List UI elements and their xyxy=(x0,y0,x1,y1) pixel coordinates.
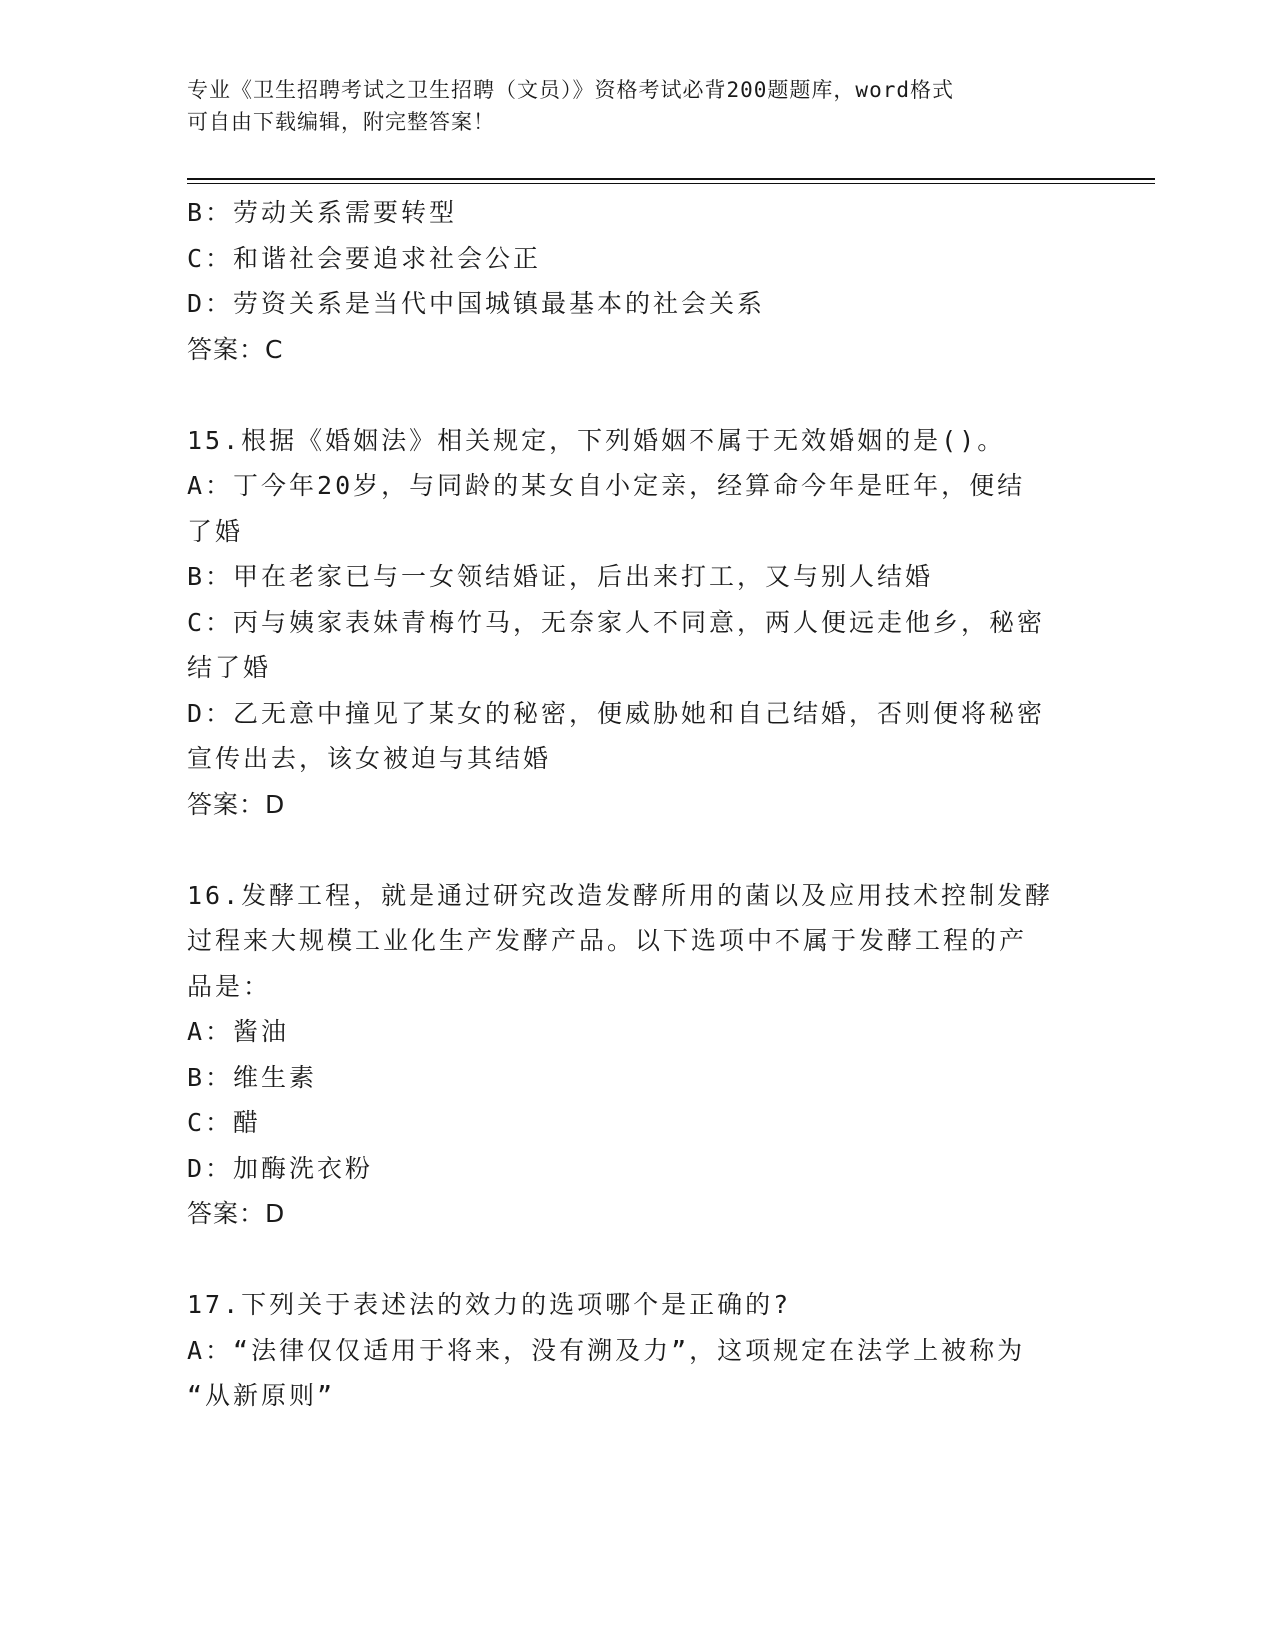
option-a-line-2: “从新原则” xyxy=(187,1381,336,1410)
header-divider-thick xyxy=(187,178,1155,180)
spacer xyxy=(187,827,1067,873)
question-14-tail xyxy=(187,190,1067,372)
header-line-1: 专业《卫生招聘考试之卫生招聘（文员）》资格考试必背200题题库，word格式 xyxy=(187,78,954,102)
spacer xyxy=(187,1237,1067,1283)
option-c-line-1: C：丙与姨家表妹青梅竹马，无奈家人不同意，两人便远走他乡，秘密 xyxy=(187,607,1046,637)
header-divider-thin xyxy=(187,183,1155,184)
question-text: 15.根据《婚姻法》相关规定，下列婚姻不属于无效婚姻的是()。 xyxy=(187,425,1006,455)
option-d: D：加酶洗衣粉 xyxy=(187,1153,374,1183)
question-15 xyxy=(187,418,1067,828)
option-d-line-2: 宣传出去，该女被迫与其结婚 xyxy=(187,744,552,773)
answer: 答案：D xyxy=(187,789,286,819)
question-text-line-1: 16.发酵工程，就是通过研究改造发酵所用的菌以及应用技术控制发酵 xyxy=(187,880,1054,910)
spacer xyxy=(187,372,1067,418)
question-text-line-2: 过程来大规模工业化生产发酵产品。以下选项中不属于发酵工程的产 xyxy=(187,926,1028,955)
question-16 xyxy=(187,873,1067,1237)
option-b: B：维生素 xyxy=(187,1062,318,1092)
answer: 答案：D xyxy=(187,1199,286,1228)
option-d: D：劳资关系是当代中国城镇最基本的社会关系 xyxy=(187,289,766,318)
option-c-line-2: 结了婚 xyxy=(187,653,272,682)
option-c: C：和谐社会要追求社会公正 xyxy=(187,243,542,273)
option-c: C：醋 xyxy=(187,1108,262,1137)
option-a-line-1: A：丁今年20岁，与同龄的某女自小定亲，经算命今年是旺年，便结 xyxy=(187,471,1026,500)
document-body xyxy=(187,190,1067,1419)
option-b: B：甲在老家已与一女领结婚证，后出来打工，又与别人结婚 xyxy=(187,562,934,591)
answer: 答案：C xyxy=(187,334,284,364)
header-line-2: 可自由下载编辑，附完整答案！ xyxy=(187,110,495,134)
option-a-line-2: 了婚 xyxy=(187,516,244,546)
option-a: A：酱油 xyxy=(187,1017,290,1046)
question-text-line-3: 品是： xyxy=(187,971,272,1001)
question-text: 17.下列关于表述法的效力的选项哪个是正确的? xyxy=(187,1290,792,1319)
option-d-line-1: D：乙无意中撞见了某女的秘密，便威胁她和自己结婚，否则便将秘密 xyxy=(187,698,1046,728)
document-header xyxy=(187,74,1067,138)
option-a-line-1: A：“法律仅仅适用于将来，没有溯及力”，这项规定在法学上被称为 xyxy=(187,1335,1026,1365)
question-17 xyxy=(187,1282,1067,1419)
option-b: B：劳动关系需要转型 xyxy=(187,198,458,227)
